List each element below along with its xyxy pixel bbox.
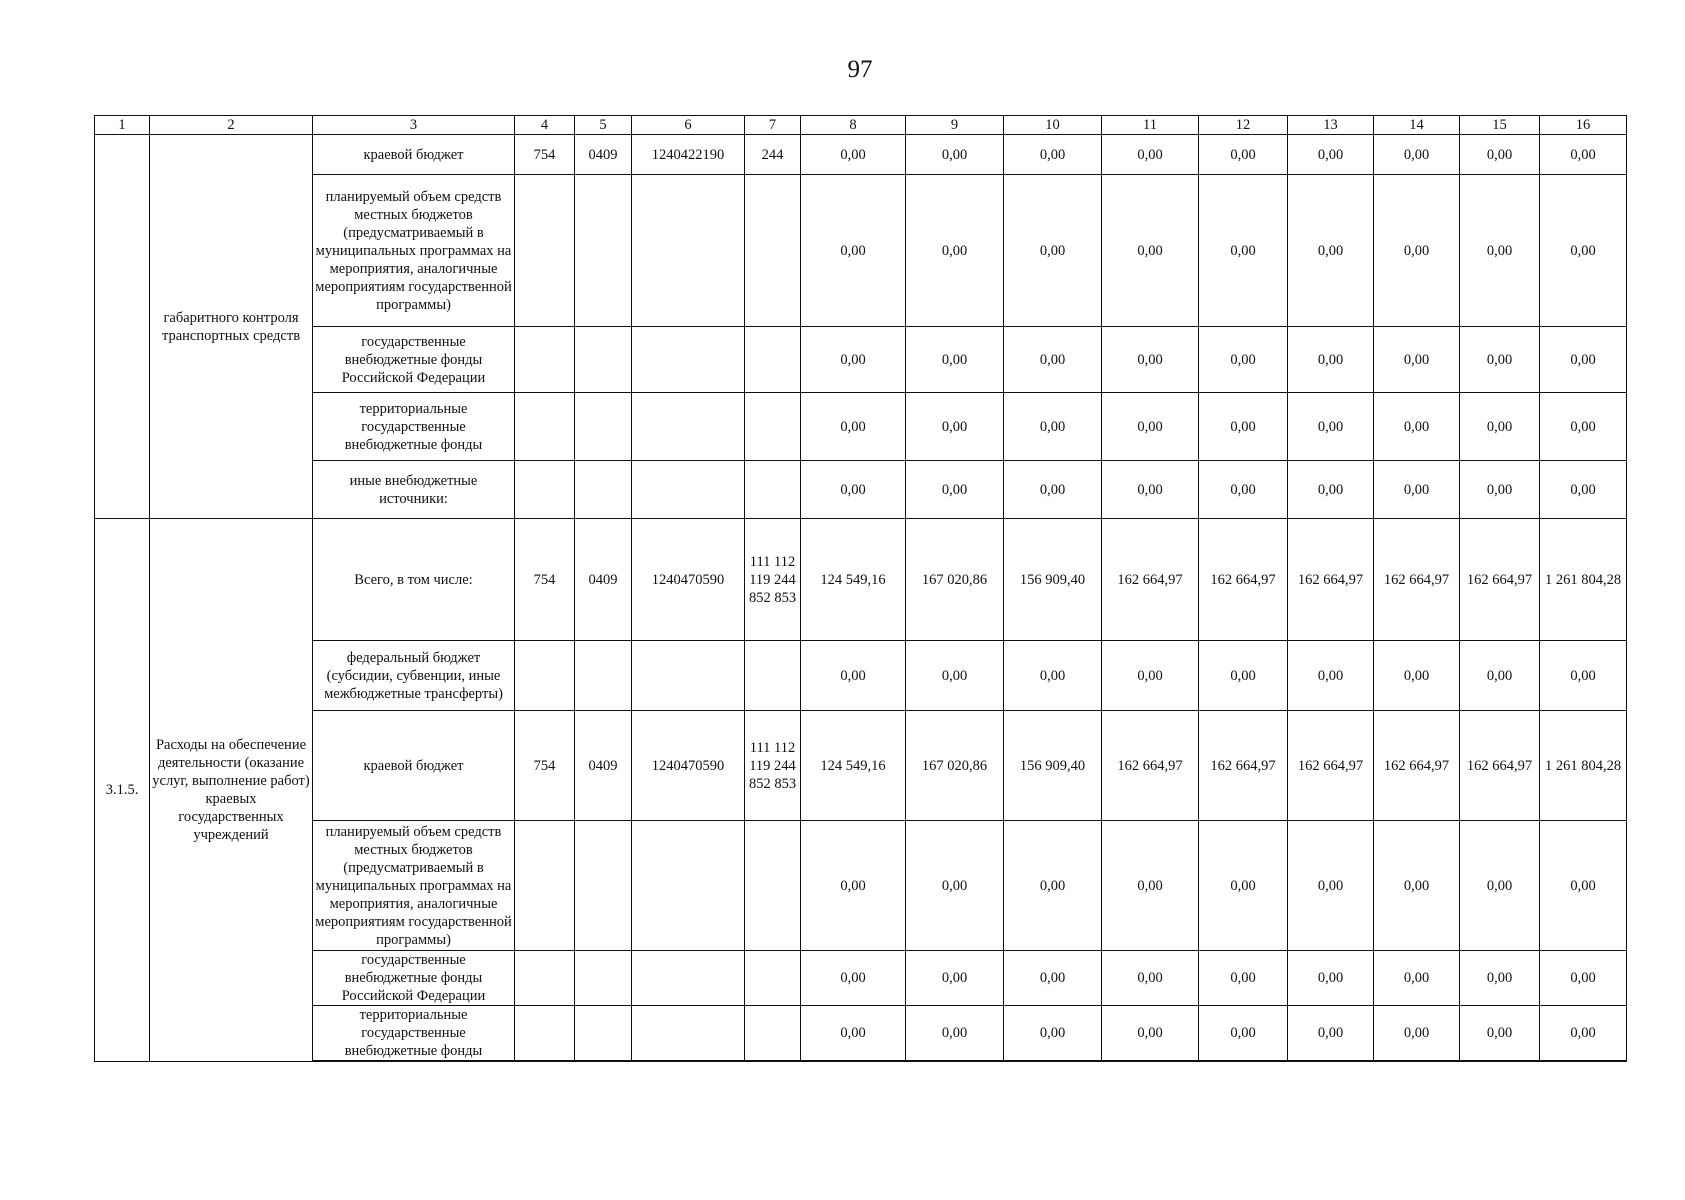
value-cell-col8: 0,00	[801, 641, 906, 711]
value-cell-col12: 0,00	[1199, 393, 1288, 461]
value-cell-col8: 124 549,16	[801, 519, 906, 641]
value-cell-col10: 0,00	[1004, 1006, 1102, 1062]
item-name-cell: габаритного контроля транспортных средств	[150, 135, 313, 519]
code-cell-col7	[745, 1006, 801, 1062]
value-cell-col10: 0,00	[1004, 821, 1102, 951]
value-cell-col14: 0,00	[1374, 327, 1460, 393]
value-cell-col16: 0,00	[1540, 1006, 1627, 1062]
value-cell-col12: 0,00	[1199, 175, 1288, 327]
funding-source-cell: иные внебюджетные источники:	[313, 461, 515, 519]
value-cell-col12: 0,00	[1199, 951, 1288, 1006]
code-cell-col7: 111 112 119 244 852 853	[745, 519, 801, 641]
value-cell-col8: 0,00	[801, 393, 906, 461]
value-cell-col14: 0,00	[1374, 175, 1460, 327]
code-cell-col6	[632, 1006, 745, 1062]
funding-source-cell: краевой бюджет	[313, 711, 515, 821]
code-cell-col5: 0409	[575, 135, 632, 175]
value-cell-col16: 0,00	[1540, 327, 1627, 393]
value-cell-col12: 0,00	[1199, 135, 1288, 175]
value-cell-col11: 0,00	[1102, 393, 1199, 461]
table-row	[95, 393, 1627, 461]
value-cell-col14: 162 664,97	[1374, 519, 1460, 641]
value-cell-col14: 0,00	[1374, 641, 1460, 711]
value-cell-col16: 0,00	[1540, 821, 1627, 951]
table-body	[95, 135, 1627, 1062]
code-cell-col4	[515, 461, 575, 519]
value-cell-col13: 0,00	[1288, 1006, 1374, 1062]
value-cell-col14: 0,00	[1374, 393, 1460, 461]
code-cell-col4	[515, 1006, 575, 1062]
item-number-cell: 3.1.5.	[95, 519, 150, 1062]
item-number-cell	[95, 135, 150, 519]
page-number: 97	[847, 56, 873, 83]
column-header: 11	[1102, 116, 1199, 135]
table-row	[95, 821, 1627, 951]
value-cell-col11: 0,00	[1102, 641, 1199, 711]
value-cell-col10: 0,00	[1004, 327, 1102, 393]
value-cell-col11: 162 664,97	[1102, 711, 1199, 821]
code-cell-col6	[632, 641, 745, 711]
code-cell-col5	[575, 393, 632, 461]
value-cell-col13: 0,00	[1288, 393, 1374, 461]
code-cell-col7	[745, 393, 801, 461]
table-row	[95, 175, 1627, 327]
code-cell-col6	[632, 175, 745, 327]
table-row	[95, 1006, 1627, 1062]
value-cell-col14: 0,00	[1374, 821, 1460, 951]
value-cell-col8: 0,00	[801, 821, 906, 951]
value-cell-col12: 0,00	[1199, 1006, 1288, 1062]
code-cell-col4	[515, 821, 575, 951]
code-cell-col4	[515, 951, 575, 1006]
value-cell-col13: 0,00	[1288, 135, 1374, 175]
column-header: 6	[632, 116, 745, 135]
value-cell-col12: 162 664,97	[1199, 711, 1288, 821]
code-cell-col6	[632, 461, 745, 519]
table-row	[95, 641, 1627, 711]
value-cell-col10: 0,00	[1004, 135, 1102, 175]
value-cell-col13: 162 664,97	[1288, 519, 1374, 641]
value-cell-col8: 124 549,16	[801, 711, 906, 821]
code-cell-col4	[515, 641, 575, 711]
code-cell-col4	[515, 175, 575, 327]
code-cell-col5	[575, 1006, 632, 1062]
column-header: 13	[1288, 116, 1374, 135]
value-cell-col14: 162 664,97	[1374, 711, 1460, 821]
value-cell-col15: 0,00	[1460, 175, 1540, 327]
value-cell-col16: 1 261 804,28	[1540, 519, 1627, 641]
value-cell-col12: 0,00	[1199, 821, 1288, 951]
value-cell-col9: 0,00	[906, 1006, 1004, 1062]
table-row	[95, 461, 1627, 519]
value-cell-col11: 0,00	[1102, 951, 1199, 1006]
value-cell-col8: 0,00	[801, 327, 906, 393]
column-header: 4	[515, 116, 575, 135]
funding-source-cell: федеральный бюджет (субсидии, субвенции, иные межбюджетные трансферты)	[313, 641, 515, 711]
value-cell-col10: 0,00	[1004, 175, 1102, 327]
code-cell-col6	[632, 327, 745, 393]
code-cell-col4	[515, 327, 575, 393]
table-row	[95, 711, 1627, 821]
value-cell-col15: 0,00	[1460, 135, 1540, 175]
code-cell-col6: 1240470590	[632, 711, 745, 821]
value-cell-col8: 0,00	[801, 461, 906, 519]
column-header: 3	[313, 116, 515, 135]
value-cell-col13: 0,00	[1288, 461, 1374, 519]
value-cell-col13: 0,00	[1288, 821, 1374, 951]
code-cell-col6: 1240422190	[632, 135, 745, 175]
value-cell-col11: 0,00	[1102, 1006, 1199, 1062]
value-cell-col15: 0,00	[1460, 1006, 1540, 1062]
code-cell-col5	[575, 821, 632, 951]
code-cell-col5	[575, 461, 632, 519]
value-cell-col14: 0,00	[1374, 951, 1460, 1006]
value-cell-col9: 0,00	[906, 821, 1004, 951]
value-cell-col11: 162 664,97	[1102, 519, 1199, 641]
value-cell-col8: 0,00	[801, 1006, 906, 1062]
code-cell-col5	[575, 175, 632, 327]
value-cell-col14: 0,00	[1374, 461, 1460, 519]
code-cell-col7: 244	[745, 135, 801, 175]
item-name-cell: Расходы на обеспечение деятельности (оказание услуг, выполнение работ) краевых государственных учреждений	[150, 519, 313, 1062]
code-cell-col7	[745, 821, 801, 951]
code-cell-col7	[745, 951, 801, 1006]
value-cell-col11: 0,00	[1102, 461, 1199, 519]
value-cell-col9: 0,00	[906, 135, 1004, 175]
value-cell-col11: 0,00	[1102, 175, 1199, 327]
value-cell-col14: 0,00	[1374, 135, 1460, 175]
value-cell-col15: 162 664,97	[1460, 711, 1540, 821]
funding-source-cell: территориальные государственные внебюджетные фонды	[313, 1006, 515, 1062]
value-cell-col15: 0,00	[1460, 821, 1540, 951]
value-cell-col10: 156 909,40	[1004, 519, 1102, 641]
code-cell-col7	[745, 327, 801, 393]
value-cell-col13: 162 664,97	[1288, 711, 1374, 821]
value-cell-col9: 167 020,86	[906, 519, 1004, 641]
table-row	[95, 519, 1627, 641]
code-cell-col6	[632, 821, 745, 951]
column-header: 8	[801, 116, 906, 135]
code-cell-col7	[745, 641, 801, 711]
value-cell-col11: 0,00	[1102, 135, 1199, 175]
value-cell-col14: 0,00	[1374, 1006, 1460, 1062]
code-cell-col7: 111 112 119 244 852 853	[745, 711, 801, 821]
value-cell-col12: 0,00	[1199, 327, 1288, 393]
table-header	[95, 116, 1627, 135]
column-header: 5	[575, 116, 632, 135]
code-cell-col6: 1240470590	[632, 519, 745, 641]
code-cell-col4: 754	[515, 135, 575, 175]
value-cell-col9: 0,00	[906, 641, 1004, 711]
value-cell-col10: 156 909,40	[1004, 711, 1102, 821]
funding-source-cell: государственные внебюджетные фонды Российской Федерации	[313, 327, 515, 393]
code-cell-col5	[575, 641, 632, 711]
value-cell-col10: 0,00	[1004, 461, 1102, 519]
value-cell-col16: 0,00	[1540, 393, 1627, 461]
value-cell-col15: 162 664,97	[1460, 519, 1540, 641]
table-row	[95, 135, 1627, 175]
value-cell-col9: 167 020,86	[906, 711, 1004, 821]
value-cell-col12: 0,00	[1199, 641, 1288, 711]
value-cell-col9: 0,00	[906, 951, 1004, 1006]
value-cell-col11: 0,00	[1102, 327, 1199, 393]
value-cell-col10: 0,00	[1004, 951, 1102, 1006]
column-header: 12	[1199, 116, 1288, 135]
funding-source-cell: Всего, в том числе:	[313, 519, 515, 641]
column-header: 16	[1540, 116, 1627, 135]
code-cell-col6	[632, 393, 745, 461]
value-cell-col16: 1 261 804,28	[1540, 711, 1627, 821]
value-cell-col15: 0,00	[1460, 461, 1540, 519]
budget-table	[94, 115, 1627, 1062]
code-cell-col6	[632, 951, 745, 1006]
value-cell-col16: 0,00	[1540, 175, 1627, 327]
funding-source-cell: планируемый объем средств местных бюджетов (предусматриваемый в муниципальных программах на мероприятия, аналогичные мероприятиям государственной программы)	[313, 821, 515, 951]
column-header: 2	[150, 116, 313, 135]
value-cell-col15: 0,00	[1460, 641, 1540, 711]
code-cell-col7	[745, 461, 801, 519]
column-header: 7	[745, 116, 801, 135]
funding-source-cell: государственные внебюджетные фонды Российской Федерации	[313, 951, 515, 1006]
code-cell-col5	[575, 951, 632, 1006]
code-cell-col5	[575, 327, 632, 393]
value-cell-col13: 0,00	[1288, 327, 1374, 393]
value-cell-col11: 0,00	[1102, 821, 1199, 951]
header-row	[95, 116, 1627, 135]
value-cell-col9: 0,00	[906, 393, 1004, 461]
value-cell-col13: 0,00	[1288, 175, 1374, 327]
value-cell-col10: 0,00	[1004, 641, 1102, 711]
code-cell-col4: 754	[515, 711, 575, 821]
column-header: 9	[906, 116, 1004, 135]
table-row	[95, 951, 1627, 1006]
code-cell-col4: 754	[515, 519, 575, 641]
column-header: 14	[1374, 116, 1460, 135]
funding-source-cell: планируемый объем средств местных бюджетов (предусматриваемый в муниципальных программах на мероприятия, аналогичные мероприятиям государственной программы)	[313, 175, 515, 327]
funding-source-cell: территориальные государственные внебюджетные фонды	[313, 393, 515, 461]
code-cell-col5: 0409	[575, 519, 632, 641]
value-cell-col12: 0,00	[1199, 461, 1288, 519]
value-cell-col9: 0,00	[906, 175, 1004, 327]
value-cell-col15: 0,00	[1460, 327, 1540, 393]
value-cell-col8: 0,00	[801, 135, 906, 175]
value-cell-col10: 0,00	[1004, 393, 1102, 461]
value-cell-col16: 0,00	[1540, 461, 1627, 519]
value-cell-col9: 0,00	[906, 461, 1004, 519]
value-cell-col15: 0,00	[1460, 393, 1540, 461]
column-header: 1	[95, 116, 150, 135]
code-cell-col5: 0409	[575, 711, 632, 821]
column-header: 15	[1460, 116, 1540, 135]
code-cell-col4	[515, 393, 575, 461]
value-cell-col8: 0,00	[801, 175, 906, 327]
value-cell-col16: 0,00	[1540, 135, 1627, 175]
column-header: 10	[1004, 116, 1102, 135]
value-cell-col13: 0,00	[1288, 951, 1374, 1006]
table-row	[95, 327, 1627, 393]
value-cell-col9: 0,00	[906, 327, 1004, 393]
value-cell-col13: 0,00	[1288, 641, 1374, 711]
value-cell-col8: 0,00	[801, 951, 906, 1006]
value-cell-col16: 0,00	[1540, 641, 1627, 711]
value-cell-col12: 162 664,97	[1199, 519, 1288, 641]
value-cell-col15: 0,00	[1460, 951, 1540, 1006]
funding-source-cell: краевой бюджет	[313, 135, 515, 175]
code-cell-col7	[745, 175, 801, 327]
value-cell-col16: 0,00	[1540, 951, 1627, 1006]
